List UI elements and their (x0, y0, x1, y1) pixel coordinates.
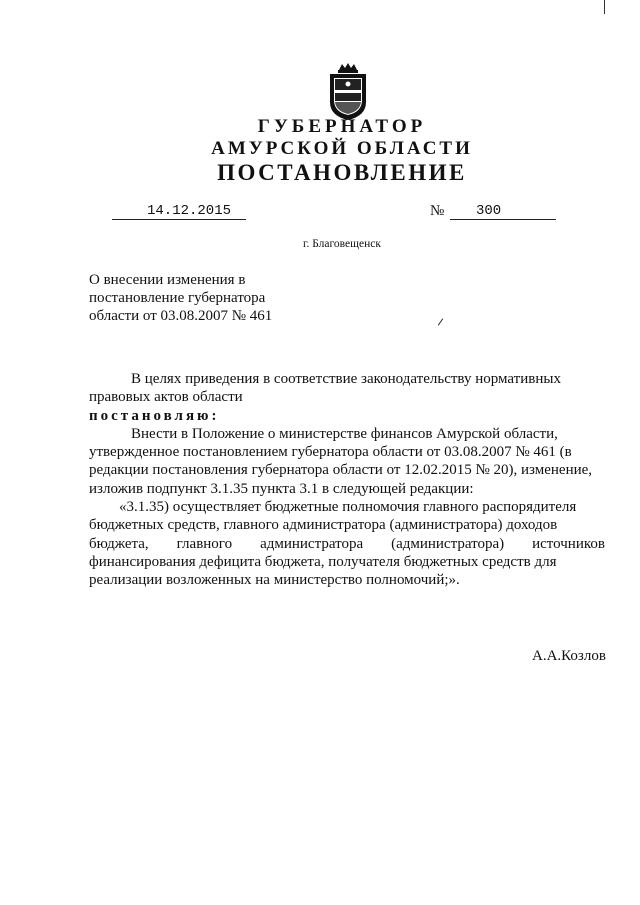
scan-edge-mark (604, 0, 605, 14)
word: главного (176, 535, 233, 552)
paragraph-line: утвержденное постановлением губернатора области от 03.08.2007 № 461 (в (89, 444, 572, 461)
word: администратора (260, 535, 364, 552)
document-type-title: ПОСТАНОВЛЕНИЕ (217, 160, 467, 185)
paragraph-line: бюджетных средств, главного администратора (администратора) доходов (89, 517, 558, 534)
city-name: г. Благовещенск (303, 238, 381, 250)
paragraph-line: Внести в Положение о министерстве финансов Амурской области, (131, 425, 558, 442)
paragraph-line: реализации возложенных на министерство полномочий;». (89, 572, 460, 589)
coat-of-arms-icon (325, 62, 371, 122)
paragraph-line-justified (89, 535, 605, 553)
paragraph-line: «3.1.35) осуществляет бюджетные полномочия главного распорядителя (119, 499, 577, 516)
header-region: АМУРСКОЙ ОБЛАСТИ (211, 138, 473, 159)
paragraph-line: изложив подпункт 3.1.35 пункта 3.1 в следующей редакции: (89, 480, 474, 497)
header-governor: ГУБЕРНАТОР (257, 116, 427, 137)
document-date: 14.12.2015 (112, 203, 246, 220)
pen-mark (438, 318, 443, 325)
subject-line: области от 03.08.2007 № 461 (89, 308, 273, 324)
subject-line: О внесении изменения в (89, 272, 246, 288)
word: источников (532, 535, 605, 552)
word: бюджета, (89, 535, 149, 552)
decree-word: постановляю: (89, 407, 220, 424)
decree-body (89, 370, 605, 590)
intro-line: В целях приведения в соответствие законодательству нормативных (131, 371, 561, 387)
paragraph-line: редакции постановления губернатора области от 12.02.2015 № 20), изменение, (89, 462, 593, 479)
subject-block (89, 271, 272, 325)
intro-line: правовых актов области (89, 389, 243, 406)
subject-line: постановление губернатора (89, 290, 266, 306)
number-label: № (430, 203, 445, 219)
document-number: 300 (450, 203, 556, 220)
word: (администратора) (391, 535, 505, 552)
signature-name: А.А.Козлов (532, 648, 606, 664)
paragraph-line: финансирования дефицита бюджета, получателя бюджетных средств для (89, 553, 557, 570)
